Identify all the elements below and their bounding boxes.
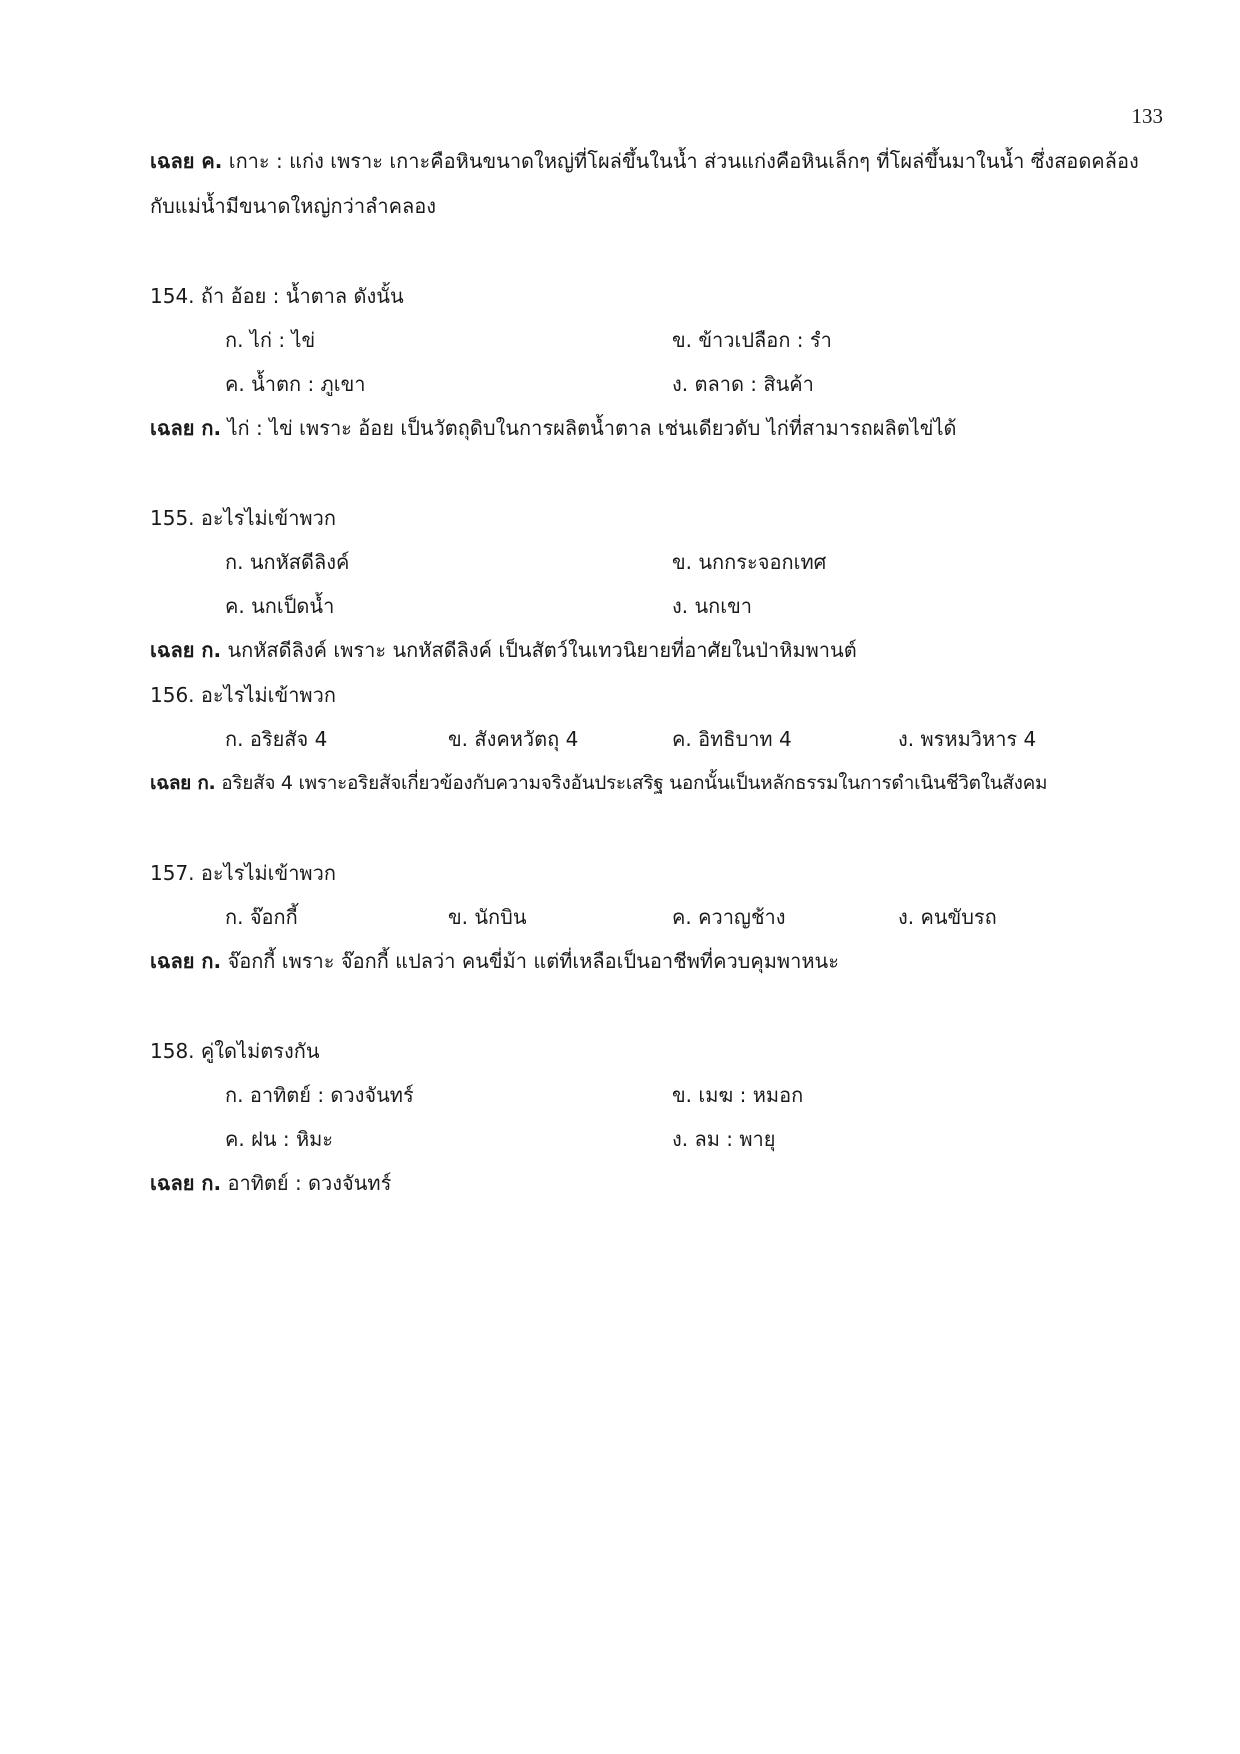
answer-label: เฉลย ก. xyxy=(150,949,222,973)
answer-text: อริยสัจ 4 เพราะอริยสัจเกี่ยวข้องกับความจริงอันประเสริฐ นอกนั้นเป็นหลักธรรมในการดำเนินชีวิตในสังคม xyxy=(221,772,1048,794)
option-c: ค. นกเป็ดน้ำ xyxy=(225,594,335,618)
answer-label: เฉลย ก. xyxy=(150,416,222,440)
question-stem: 156. อะไรไม่เข้าพวก xyxy=(150,683,336,707)
answer-line xyxy=(150,635,857,665)
answer-line xyxy=(150,768,1047,798)
answer-text-continued: กับแม่น้ำมีขนาดใหญ่กว่าลำคลอง xyxy=(150,194,436,218)
option-c: ค. ฝน : หิมะ xyxy=(225,1127,334,1151)
option-b: ข. ข้าวเปลือก : รำ xyxy=(672,328,832,352)
option-d: ง. ลม : พายุ xyxy=(672,1127,776,1151)
question-stem: 155. อะไรไม่เข้าพวก xyxy=(150,506,336,530)
option-d: ง. คนขับรถ xyxy=(898,905,997,929)
answer-text: นกหัสดีลิงค์ เพราะ นกหัสดีลิงค์ เป็นสัตว์ในเทวนิยายที่อาศัยในป่าหิมพานต์ xyxy=(227,638,857,662)
option-b: ข. นกกระจอกเทศ xyxy=(672,550,827,574)
option-c: ค. น้ำตก : ภูเขา xyxy=(225,372,366,396)
option-a: ก. นกหัสดีลิงค์ xyxy=(225,550,350,574)
answer-label: เฉลย ก. xyxy=(150,1171,222,1195)
answer-line xyxy=(150,413,957,443)
answer-line xyxy=(150,146,1139,176)
option-b: ข. สังคหวัตถุ 4 xyxy=(448,727,579,751)
option-a: ก. อริยสัจ 4 xyxy=(225,727,328,751)
answer-text: ไก่ : ไข่ เพราะ อ้อย เป็นวัตถุดิบในการผลิตน้ำตาล เช่นเดียวดับ ไก่ที่สามารถผลิตไข่ได้ xyxy=(227,416,957,440)
answer-text: จ๊อกกี้ เพราะ จ๊อกกี้ แปลว่า คนขี่ม้า แต่ที่เหลือเป็นอาชีพที่ควบคุมพาหนะ xyxy=(227,949,839,973)
answer-text: เกาะ : แก่ง เพราะ เกาะคือหินขนาดใหญ่ที่โผล่ขึ้นในน้ำ ส่วนแก่งคือหินเล็กๆ ที่โผล่ขึ้นมาในน้ำ ซึ่งสอดคล้อง xyxy=(228,149,1139,173)
answer-line xyxy=(150,1168,391,1198)
answer-label: เฉลย ก. xyxy=(150,772,216,794)
option-a: ก. อาทิตย์ : ดวงจันทร์ xyxy=(225,1083,414,1107)
option-c: ค. ควาญช้าง xyxy=(672,905,786,929)
option-a: ก. จ๊อกกี้ xyxy=(225,905,298,929)
answer-line xyxy=(150,946,839,976)
question-stem: 154. ถ้า อ้อย : น้ำตาล ดังนั้น xyxy=(150,284,404,308)
option-a: ก. ไก่ : ไข่ xyxy=(225,328,316,352)
option-b: ข. เมฆ : หมอก xyxy=(672,1083,804,1107)
option-c: ค. อิทธิบาท 4 xyxy=(672,727,792,751)
answer-label: เฉลย ก. xyxy=(150,638,222,662)
option-d: ง. นกเขา xyxy=(672,594,752,618)
question-stem: 158. คู่ใดไม่ตรงกัน xyxy=(150,1039,320,1063)
option-d: ง. พรหมวิหาร 4 xyxy=(898,727,1037,751)
question-stem: 157. อะไรไม่เข้าพวก xyxy=(150,861,336,885)
option-b: ข. นักบิน xyxy=(448,905,527,929)
answer-text: อาทิตย์ : ดวงจันทร์ xyxy=(227,1171,392,1195)
answer-label: เฉลย ค. xyxy=(150,149,223,173)
page-number: 133 xyxy=(1131,104,1163,128)
option-d: ง. ตลาด : สินค้า xyxy=(672,372,814,396)
